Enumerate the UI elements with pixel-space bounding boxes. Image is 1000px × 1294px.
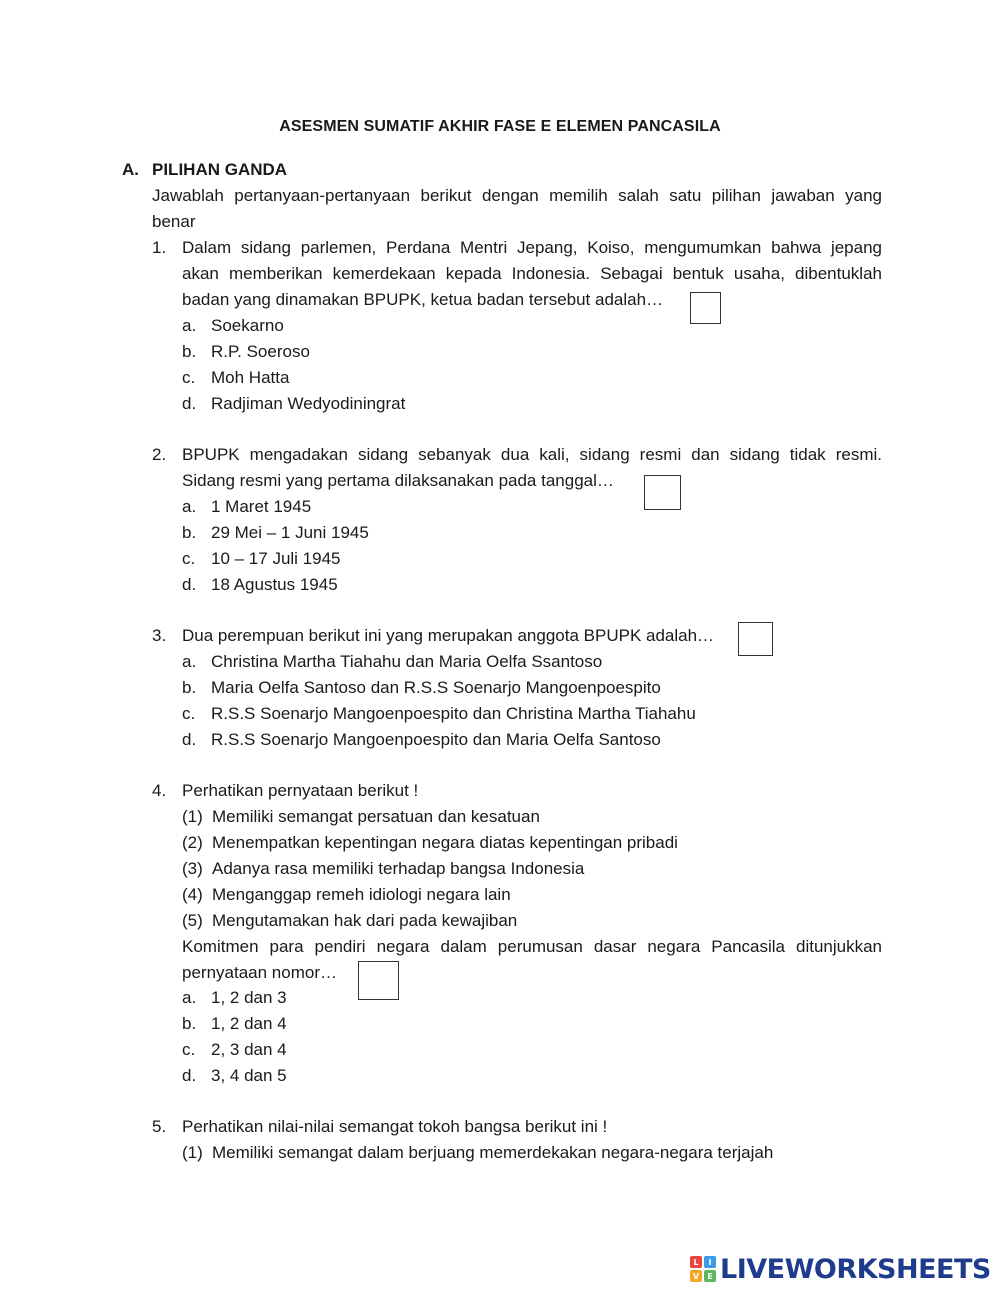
question-1-number: 1. <box>152 238 167 257</box>
q3-option-c-letter: c. <box>182 704 196 723</box>
q4-option-d-text: 3, 4 dan 5 <box>211 1066 287 1085</box>
q4-statement-1-text: Memiliki semangat persatuan dan kesatuan <box>212 807 540 826</box>
q4-option-c-text: 2, 3 dan 4 <box>211 1040 287 1059</box>
answer-box-2[interactable] <box>644 475 681 510</box>
liveworksheets-logo-text: LIVEWORKSHEETS <box>720 1253 991 1285</box>
question-4-after-line-2: pernyataan nomor… <box>182 963 337 982</box>
q4-statement-5-num: (5) <box>182 911 203 930</box>
q4-option-b-text: 1, 2 dan 4 <box>211 1014 287 1033</box>
question-4-line-1: Perhatikan pernyataan berikut ! <box>182 781 419 800</box>
q3-option-d-letter: d. <box>182 730 197 749</box>
q3-option-b-letter: b. <box>182 678 197 697</box>
q1-option-a-letter: a. <box>182 316 197 335</box>
question-2-line-1: BPUPK mengadakan sidang sebanyak dua kali, sidang resmi dan sidang tidak resmi. <box>182 445 882 464</box>
q5-statement-1-num: (1) <box>182 1143 203 1162</box>
q2-option-a-text: 1 Maret 1945 <box>211 497 312 516</box>
page-title: ASESMEN SUMATIF AKHIR FASE E ELEMEN PANCASILA <box>279 118 721 135</box>
q4-statement-3-text: Adanya rasa memiliki terhadap bangsa Indonesia <box>212 859 585 878</box>
q2-option-a-letter: a. <box>182 497 197 516</box>
question-2-line-2: Sidang resmi yang pertama dilaksanakan pada tanggal… <box>182 471 614 490</box>
q4-statement-2-num: (2) <box>182 833 203 852</box>
q2-option-b-letter: b. <box>182 523 197 542</box>
q4-statement-3-num: (3) <box>182 859 203 878</box>
q2-option-b-text: 29 Mei – 1 Juni 1945 <box>211 523 369 542</box>
q4-statement-5-text: Mengutamakan hak dari pada kewajiban <box>212 911 518 930</box>
question-1-line-2: akan memberikan kemerdekaan kepada Indonesia. Sebagai bentuk usaha, dibentuklah <box>182 264 882 283</box>
section-heading: PILIHAN GANDA <box>152 160 288 179</box>
question-3-number: 3. <box>152 626 167 645</box>
logo-letter-i: I <box>704 1256 716 1268</box>
instruction-line-1: Jawablah pertanyaan-pertanyaan berikut dengan memilih salah satu pilihan jawaban yang <box>152 186 882 205</box>
answer-box-1[interactable] <box>690 292 721 324</box>
q2-option-d-text: 18 Agustus 1945 <box>211 575 338 594</box>
liveworksheets-logo-icon <box>690 1256 716 1282</box>
q1-option-c-letter: c. <box>182 368 196 387</box>
question-4-number: 4. <box>152 781 167 800</box>
q4-statement-4-text: Menganggap remeh idiologi negara lain <box>212 885 511 904</box>
q1-option-d-letter: d. <box>182 394 197 413</box>
q2-option-c-text: 10 – 17 Juli 1945 <box>211 549 341 568</box>
q4-option-d-letter: d. <box>182 1066 197 1085</box>
q4-option-a-text: 1, 2 dan 3 <box>211 988 287 1007</box>
question-1-line-1: Dalam sidang parlemen, Perdana Mentri Jepang, Koiso, mengumumkan bahwa jepang <box>182 238 882 257</box>
question-2-number: 2. <box>152 445 167 464</box>
q4-option-b-letter: b. <box>182 1014 197 1033</box>
q2-option-c-letter: c. <box>182 549 196 568</box>
answer-box-4[interactable] <box>358 961 399 1000</box>
q1-option-c-text: Moh Hatta <box>211 368 290 387</box>
q4-option-c-letter: c. <box>182 1040 196 1059</box>
section-marker: A. <box>122 160 139 179</box>
instruction-line-2: benar <box>152 212 196 231</box>
q3-option-a-text: Christina Martha Tiahahu dan Maria Oelfa Ssantoso <box>211 652 603 671</box>
q1-option-a-text: Soekarno <box>211 316 284 335</box>
q3-option-d-text: R.S.S Soenarjo Mangoenpoespito dan Maria Oelfa Santoso <box>211 730 661 749</box>
logo-letter-l: L <box>690 1256 702 1268</box>
q1-option-b-text: R.P. Soeroso <box>211 342 310 361</box>
q3-option-c-text: R.S.S Soenarjo Mangoenpoespito dan Christina Martha Tiahahu <box>211 704 696 723</box>
liveworksheets-logo <box>690 1252 991 1286</box>
q4-statement-1-num: (1) <box>182 807 203 826</box>
q3-option-a-letter: a. <box>182 652 197 671</box>
q2-option-d-letter: d. <box>182 575 197 594</box>
answer-box-3[interactable] <box>738 622 773 656</box>
q5-statement-1-text: Memiliki semangat dalam berjuang memerdekakan negara-negara terjajah <box>212 1143 774 1162</box>
q1-option-d-text: Radjiman Wedyodiningrat <box>211 394 406 413</box>
question-1-line-3: badan yang dinamakan BPUPK, ketua badan tersebut adalah… <box>182 290 664 309</box>
logo-letter-v: V <box>690 1270 702 1282</box>
question-5-number: 5. <box>152 1117 167 1136</box>
q3-option-b-text: Maria Oelfa Santoso dan R.S.S Soenarjo Mangoenpoespito <box>211 678 661 697</box>
q4-statement-4-num: (4) <box>182 885 203 904</box>
q4-statement-2-text: Menempatkan kepentingan negara diatas kepentingan pribadi <box>212 833 678 852</box>
question-5-line-1: Perhatikan nilai-nilai semangat tokoh bangsa berikut ini ! <box>182 1117 608 1136</box>
logo-letter-e: E <box>704 1270 716 1282</box>
q1-option-b-letter: b. <box>182 342 197 361</box>
question-3-line-1: Dua perempuan berikut ini yang merupakan anggota BPUPK adalah… <box>182 626 715 645</box>
q4-option-a-letter: a. <box>182 988 197 1007</box>
question-4-after-line-1: Komitmen para pendiri negara dalam perumusan dasar negara Pancasila ditunjukkan <box>182 937 882 956</box>
